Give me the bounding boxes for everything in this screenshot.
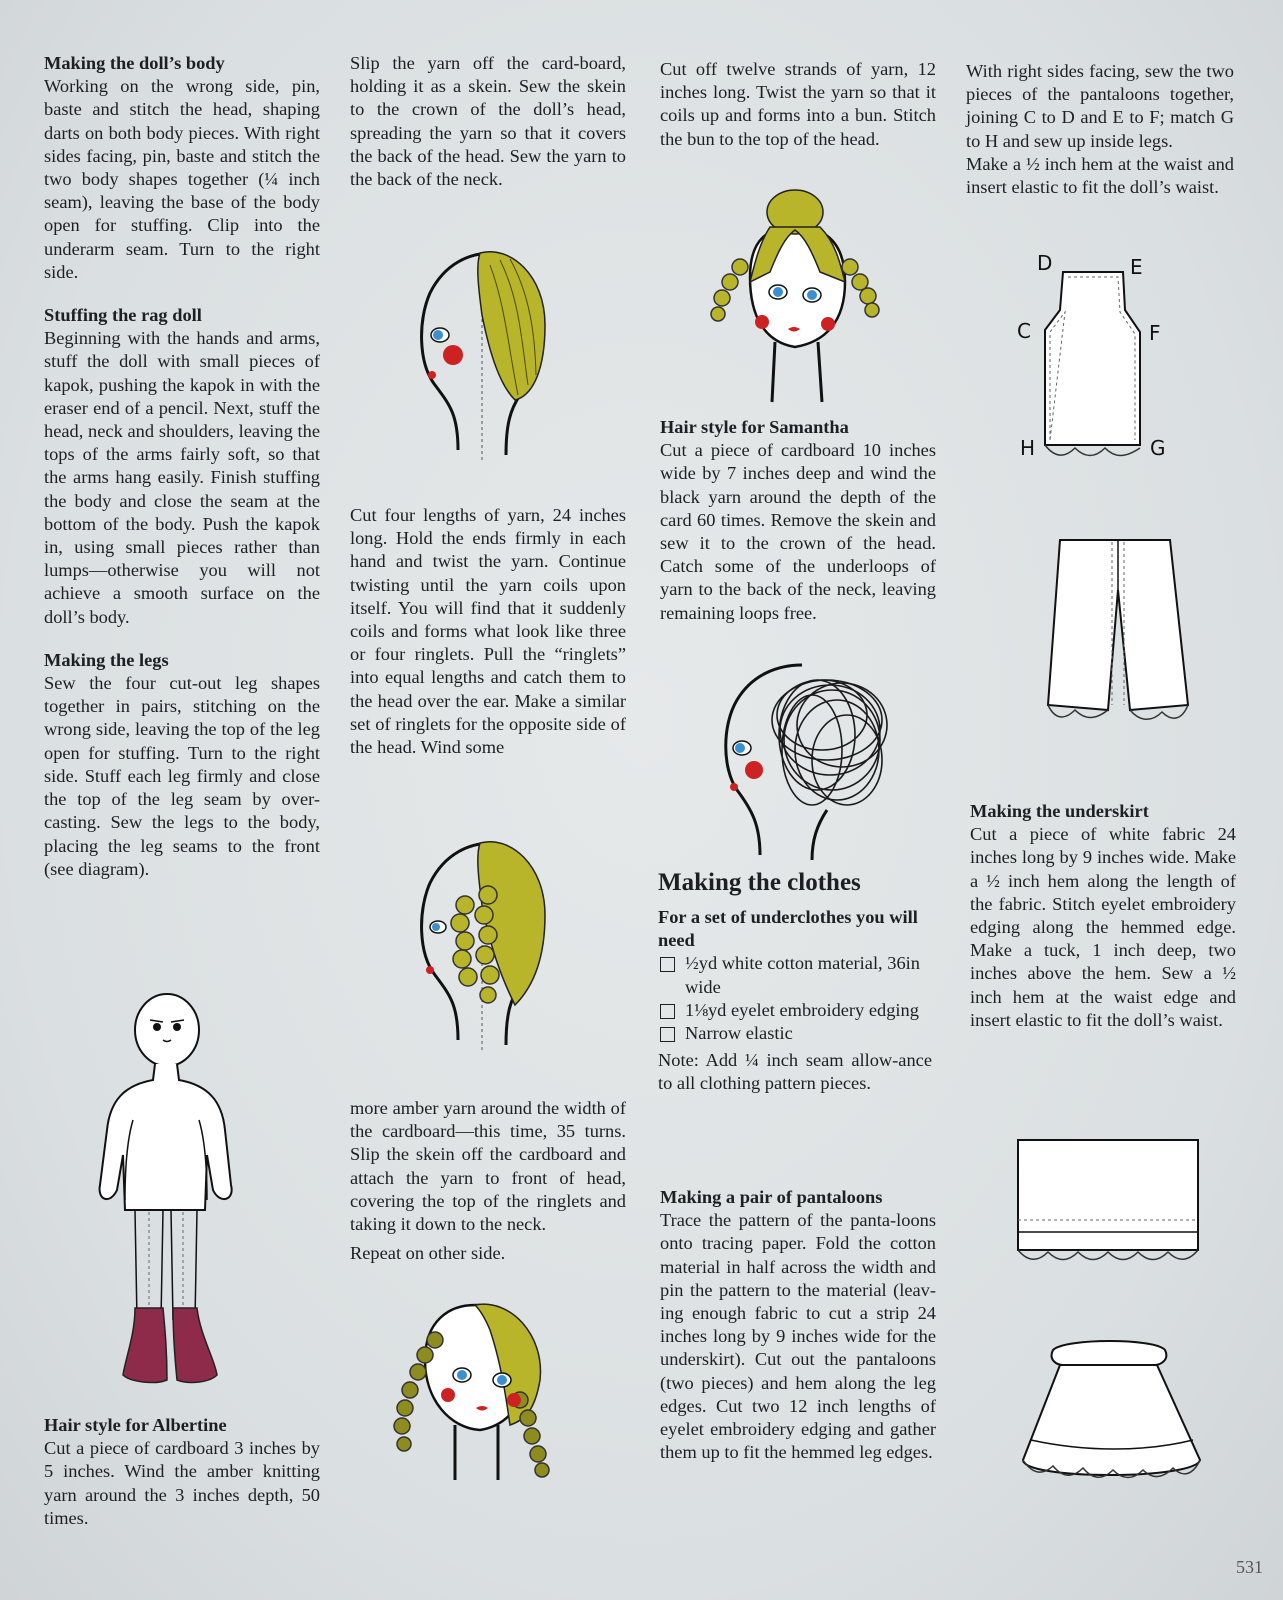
column-3-pantaloons bbox=[660, 1186, 936, 1464]
heading-samantha: Hair style for Samantha bbox=[660, 417, 849, 437]
heading-dolls-body: Making the doll’s body bbox=[44, 53, 225, 73]
text-pantaloons: Trace the pattern of the panta-loons onto tracing paper. Fold the cotton material in half across the width and pin the pattern to the material (leav-ing enough fabric to cut a strip 24 inches long by 9 inches wide for the underskirt). Cut out the pantaloons (two pieces) and hem along the leg edges. Cut two 12 inch lengths of eyelet embroidery edging and gather them up to fit the hemmed leg edges. bbox=[660, 1210, 936, 1463]
checklist-item: ½yd white cotton material, 36in wide bbox=[658, 952, 932, 998]
head-smooth-hair-illustration bbox=[410, 245, 560, 470]
text-stuffing: Beginning with the hands and arms, stuff the doll with small pieces of kapok, pushing the kapok in with the eraser end of a pencil. Next, stuff the head, neck and shoulders, leaving the tops of the arms fairly soft, so that the arms hang easily. Finish stuffing the body and close the seam at the bottom of the body. Push the kapok in, using small pieces rather than lumps—otherwise you will not achieve a smooth surface on the doll’s body. bbox=[44, 328, 320, 627]
finished-underskirt-illustration bbox=[1005, 1330, 1215, 1520]
pattern-label-d: D bbox=[1037, 251, 1053, 275]
column-4-top bbox=[966, 60, 1234, 199]
column-3-clothes bbox=[658, 868, 932, 1096]
albertine-front-illustration bbox=[390, 1300, 560, 1490]
column-3-samantha bbox=[660, 416, 936, 625]
text-samantha: Cut a piece of cardboard 10 inches wide by 7 inches deep and wind the black yarn around the depth of the card 60 times. Remove the skein and sew it to the crown of the head. Catch some of the underloops of yarn to the back of the neck, leaving remaining loops free. bbox=[660, 440, 936, 623]
text-right-sides: With right sides facing, sew the two pieces of the pantaloons together, joining C to D and E to F; match G to H and sew up inside legs. bbox=[966, 61, 1234, 151]
checkbox-icon bbox=[660, 957, 675, 972]
heading-making-clothes: Making the clothes bbox=[658, 869, 861, 896]
column-1-bottom bbox=[44, 1414, 320, 1530]
samantha-loops-illustration bbox=[712, 660, 902, 870]
column-1 bbox=[44, 52, 320, 881]
heading-pantaloons: Making a pair of pantaloons bbox=[660, 1187, 883, 1207]
text-legs: Sew the four cut-out leg shapes together in pairs, stitching on the wrong side, leaving the top of the leg open for stuffing. Turn to the right side. Stuff each leg firmly and close the top of the leg seam by over-casting. Sew the legs to the body, placing the leg seams to the front (see diagram). bbox=[44, 673, 320, 879]
text-hem-waist: Make a ½ inch hem at the waist and insert elastic to fit the doll’s waist. bbox=[966, 153, 1234, 198]
pattern-label-g: G bbox=[1150, 436, 1166, 460]
samantha-bun-illustration bbox=[700, 182, 890, 412]
text-albertine: Cut a piece of cardboard 3 inches by 5 inches. Wind the amber knitting yarn around the 3 inches depth, 50 times. bbox=[44, 1438, 320, 1528]
checkbox-icon bbox=[660, 1027, 675, 1042]
text-cut-four-lengths: Cut four lengths of yarn, 24 inches long. Hold the ends firmly in each hand and twist the yarn. Continue twisting until the yarn coils upon itself. You will find that it suddenly coils and forms what look like three or four ringlets. Pull the “ringlets” into equal lengths and catch them to the head over the ear. Make a similar set of ringlets for the opposite side of the head. Wind some bbox=[350, 505, 626, 758]
finished-pantaloons-illustration bbox=[1030, 530, 1200, 745]
text-repeat: Repeat on other side. bbox=[350, 1243, 506, 1264]
column-2-middle bbox=[350, 504, 626, 759]
pattern-label-e: E bbox=[1130, 255, 1143, 279]
heading-stuffing: Stuffing the rag doll bbox=[44, 305, 202, 326]
head-ringlets-illustration bbox=[410, 835, 560, 1060]
pattern-label-f: F bbox=[1149, 321, 1161, 345]
checklist-item: Narrow elastic bbox=[658, 1022, 932, 1045]
column-2-bottom bbox=[350, 1097, 626, 1265]
pattern-label-c: C bbox=[1017, 319, 1031, 343]
doll-body-illustration bbox=[95, 990, 240, 1390]
text-slip-yarn: Slip the yarn off the card-board, holding it as a skein. Sew the skein to the crown of the doll’s head, spreading the yarn so that it covers the back of the head. Sew the yarn to the back of the neck. bbox=[350, 53, 626, 190]
pattern-label-h: H bbox=[1020, 436, 1036, 460]
heading-you-will-need: For a set of underclothes you will need bbox=[658, 907, 918, 951]
column-3-top bbox=[660, 58, 936, 151]
checklist-item: 1⅛yd eyelet embroidery edging bbox=[658, 999, 932, 1022]
underskirt-flat-illustration bbox=[1010, 1130, 1210, 1270]
heading-albertine: Hair style for Albertine bbox=[44, 1415, 227, 1435]
text-note: Note: Add ¼ inch seam allow-ance to all clothing pattern pieces. bbox=[658, 1050, 932, 1094]
column-4-underskirt bbox=[970, 800, 1236, 1032]
text-underskirt: Cut a piece of white fabric 24 inches long by 9 inches wide. Make a ½ inch hem along the length of the fabric. Stitch eyelet embroidery edging along the hemmed edge. Make a tuck, 1 inch deep, two inches above the hem. Sew a ½ inch hem at the waist edge and insert elastic to fit the doll’s waist. bbox=[970, 824, 1236, 1030]
heading-underskirt: Making the underskirt bbox=[970, 801, 1149, 821]
text-dolls-body: Working on the wrong side, pin, baste and stitch the head, shaping darts on both body pieces. With right sides facing, pin, baste and stitch the two body shapes together (¼ inch seam), leaving the base of the body open for stuffing. Clip into the underarm seam. Turn to the right side. bbox=[44, 76, 320, 282]
column-2-top bbox=[350, 52, 626, 191]
pantaloons-pattern-illustration bbox=[1005, 250, 1185, 485]
checkbox-icon bbox=[660, 1004, 675, 1019]
text-more-amber-yarn: more amber yarn around the width of the cardboard—this time, 35 turns. Slip the skein off the cardboard and attach the yarn to front of head, covering the top of the ringlets and taking it down to the neck. bbox=[350, 1098, 626, 1235]
page-number: 531 bbox=[1236, 1557, 1263, 1577]
text-bun: Cut off twelve strands of yarn, 12 inches long. Twist the yarn so that it coils up and forms into a bun. Stitch the bun to the top of the head. bbox=[660, 59, 936, 149]
heading-legs: Making the legs bbox=[44, 649, 169, 670]
